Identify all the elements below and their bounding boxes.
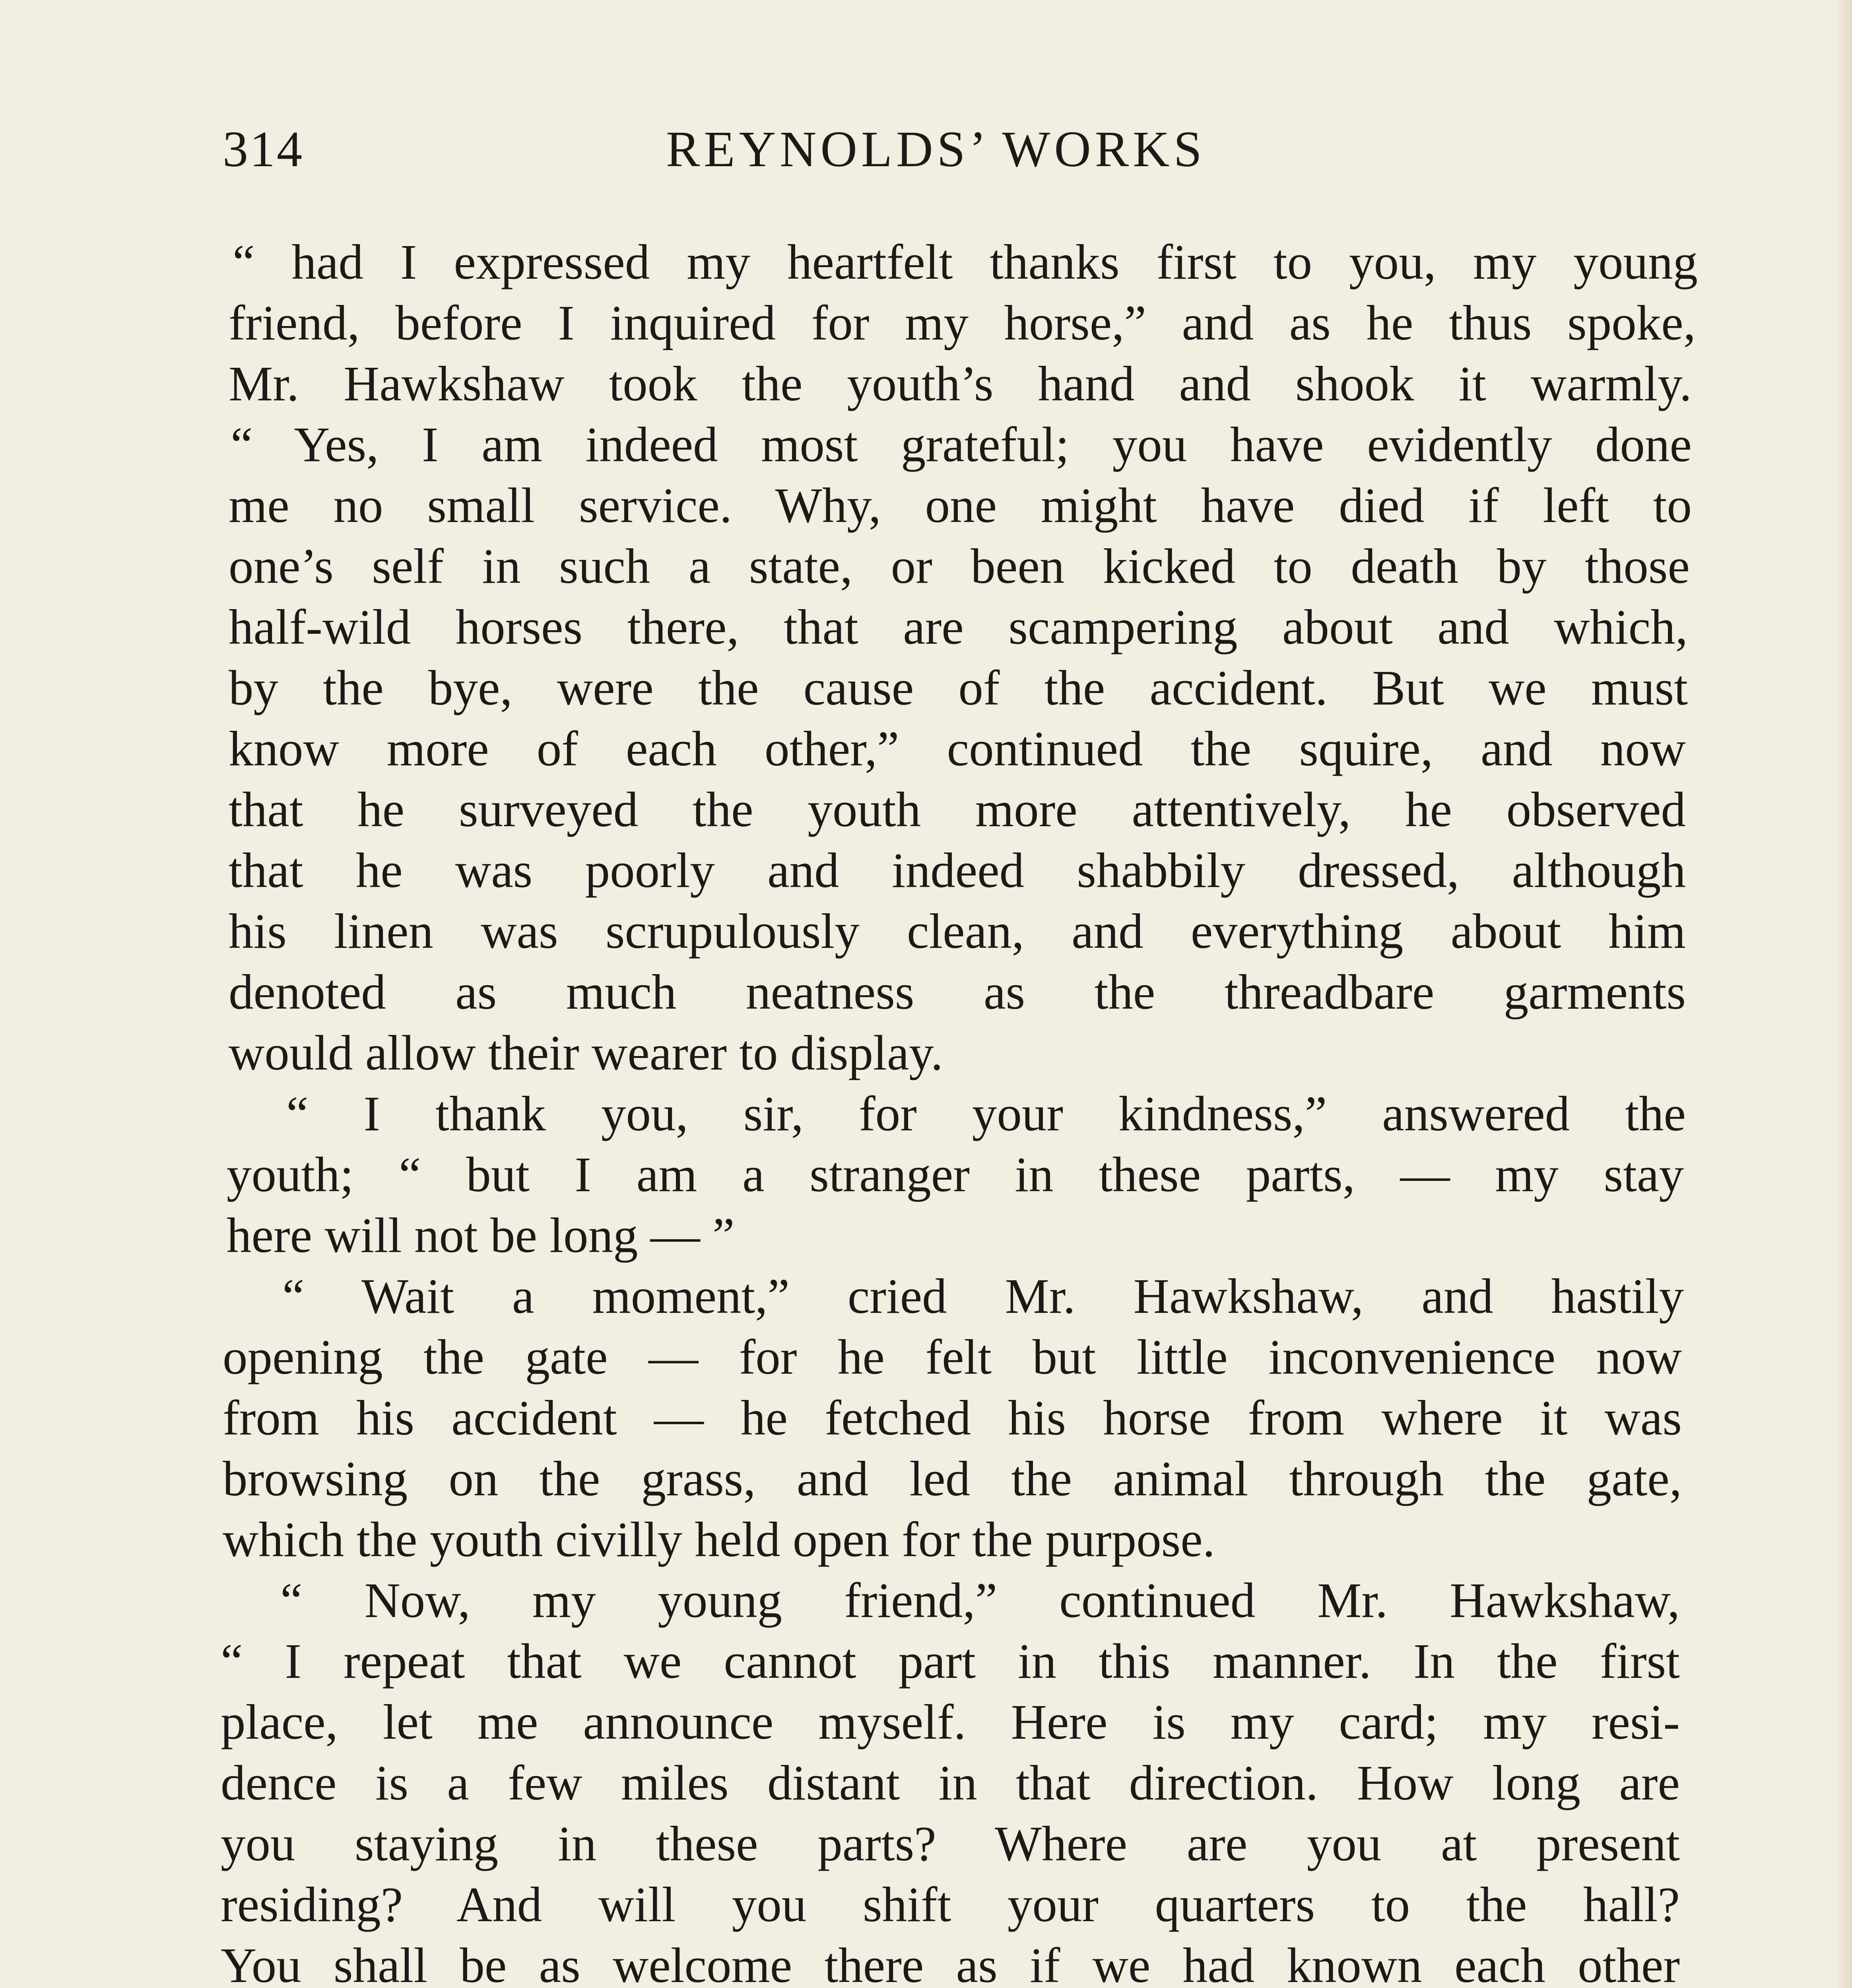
text-line: You shall be as welcome there as if we had known each other: [221, 1938, 1680, 1988]
text-line: “ Wait a moment,” cried Mr. Hawkshaw, and hastily: [282, 1269, 1684, 1324]
text-line: would allow their wearer to display.: [229, 1026, 943, 1081]
text-line: you staying in these parts? Where are you at present: [221, 1817, 1680, 1872]
text-line: which the youth civilly held open for the purpose.: [223, 1512, 1215, 1567]
running-title: REYNOLDS’ WORKS: [666, 121, 1206, 177]
text-line: opening the gate — for he felt but little inconvenience now: [223, 1330, 1682, 1385]
text-line: one’s self in such a state, or been kicked to death by those: [229, 539, 1690, 594]
text-line: from his accident — he fetched his horse from where it was: [223, 1391, 1682, 1446]
text-line: half-wild horses there, that are scampering about and which,: [229, 600, 1688, 655]
text-line: youth; “ but I am a stranger in these parts, — my stay: [227, 1147, 1684, 1202]
text-line: know more of each other,” continued the squire, and now: [229, 722, 1686, 777]
text-line: by the bye, were the cause of the accident. But we must: [229, 661, 1688, 716]
text-line: “ had I expressed my heartfelt thanks first to you, my young: [233, 235, 1698, 290]
text-line: Mr. Hawkshaw took the youth’s hand and shook it warmly.: [229, 357, 1692, 412]
text-line: denoted as much neatness as the threadbare garments: [229, 965, 1686, 1020]
text-line: “ I thank you, sir, for your kindness,” answered the: [286, 1087, 1686, 1142]
text-line: residing? And will you shift your quarters to the hall?: [221, 1877, 1680, 1932]
text-line: place, let me announce myself. Here is my card; my resi-: [221, 1695, 1680, 1750]
text-line: friend, before I inquired for my horse,” and as he thus spoke,: [229, 296, 1696, 351]
text-line: browsing on the grass, and led the animal through the gate,: [223, 1452, 1682, 1507]
text-line: “ I repeat that we cannot part in this manner. In the first: [221, 1634, 1680, 1689]
page-number: 314: [223, 121, 304, 177]
text-line: his linen was scrupulously clean, and everything about him: [229, 904, 1686, 959]
text-line: “ Now, my young friend,” continued Mr. Hawkshaw,: [280, 1573, 1680, 1628]
running-head: [223, 113, 1694, 185]
text-line: dence is a few miles distant in that direction. How long are: [221, 1756, 1680, 1811]
page-edge-shadow: [1836, 0, 1852, 1988]
text-line: here will not be long — ”: [227, 1208, 735, 1263]
text-line: me no small service. Why, one might have died if left to: [229, 478, 1692, 533]
text-line: that he surveyed the youth more attentively, he observed: [229, 782, 1686, 837]
text-line: that he was poorly and indeed shabbily dressed, although: [229, 843, 1686, 898]
text-line: “ Yes, I am indeed most grateful; you have evidently done: [231, 417, 1692, 472]
